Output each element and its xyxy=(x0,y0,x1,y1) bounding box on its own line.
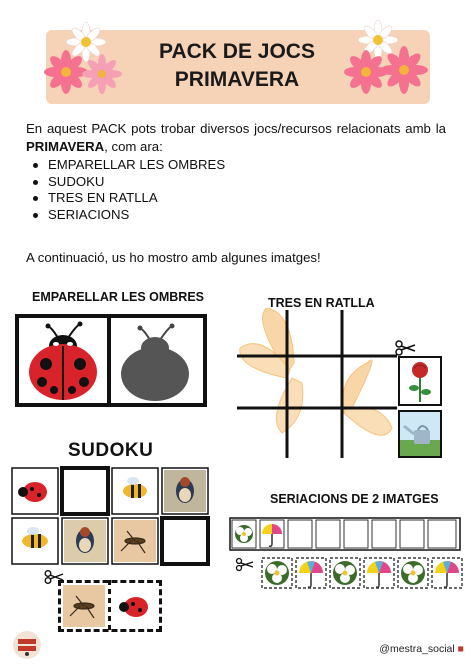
pink-flower-left xyxy=(44,50,88,94)
list-item: EMPARELLAR LES OMBRES xyxy=(30,157,225,174)
footer-handle xyxy=(379,643,464,655)
scissors-icon xyxy=(394,340,416,356)
shadow-board-divider xyxy=(107,314,111,407)
section-title-sudoku: SUDOKU xyxy=(68,440,154,461)
page-title xyxy=(120,38,354,94)
series-strip xyxy=(228,516,464,592)
section-title-shadows: EMPARELLAR LES OMBRES xyxy=(32,290,204,304)
ladybug-shadow-icon xyxy=(114,322,196,402)
intro-paragraph xyxy=(26,120,446,156)
rose-icon xyxy=(400,358,440,404)
list-item: SERIACIONS xyxy=(30,207,225,224)
tictactoe-board xyxy=(232,308,397,460)
watering-can-card xyxy=(398,410,442,458)
intro-highlight: PRIMAVERA xyxy=(26,139,105,154)
section-title-tictactoe: TRES EN RATLLA xyxy=(268,296,375,310)
cat-icon: ■ xyxy=(457,643,464,655)
list-item: SUDOKU xyxy=(30,174,225,191)
ladybug-icon xyxy=(22,320,104,402)
continuation-text: A continuació, us ho mostro amb algunes imatges! xyxy=(26,250,321,265)
title-line-2: PRIMAVERA xyxy=(174,68,300,91)
title-line-1: PACK DE JOCS xyxy=(159,40,315,63)
intro-text-end: , com ara: xyxy=(104,139,163,154)
butterfly-icon xyxy=(240,308,392,435)
games-list xyxy=(30,157,225,223)
list-item: TRES EN RATLLA xyxy=(30,190,225,207)
rose-card xyxy=(398,356,442,406)
sudoku-grid xyxy=(10,466,210,566)
section-title-series: SERIACIONS DE 2 IMATGES xyxy=(270,492,439,506)
logo-mestra-social xyxy=(12,630,42,660)
footer-handle-text: @mestra_social xyxy=(379,643,455,655)
intro-text: En aquest PACK pots trobar diversos jocs/recursos relacionats amb la xyxy=(26,121,446,136)
watering-can-icon xyxy=(400,412,440,456)
cutout-images xyxy=(63,585,159,627)
